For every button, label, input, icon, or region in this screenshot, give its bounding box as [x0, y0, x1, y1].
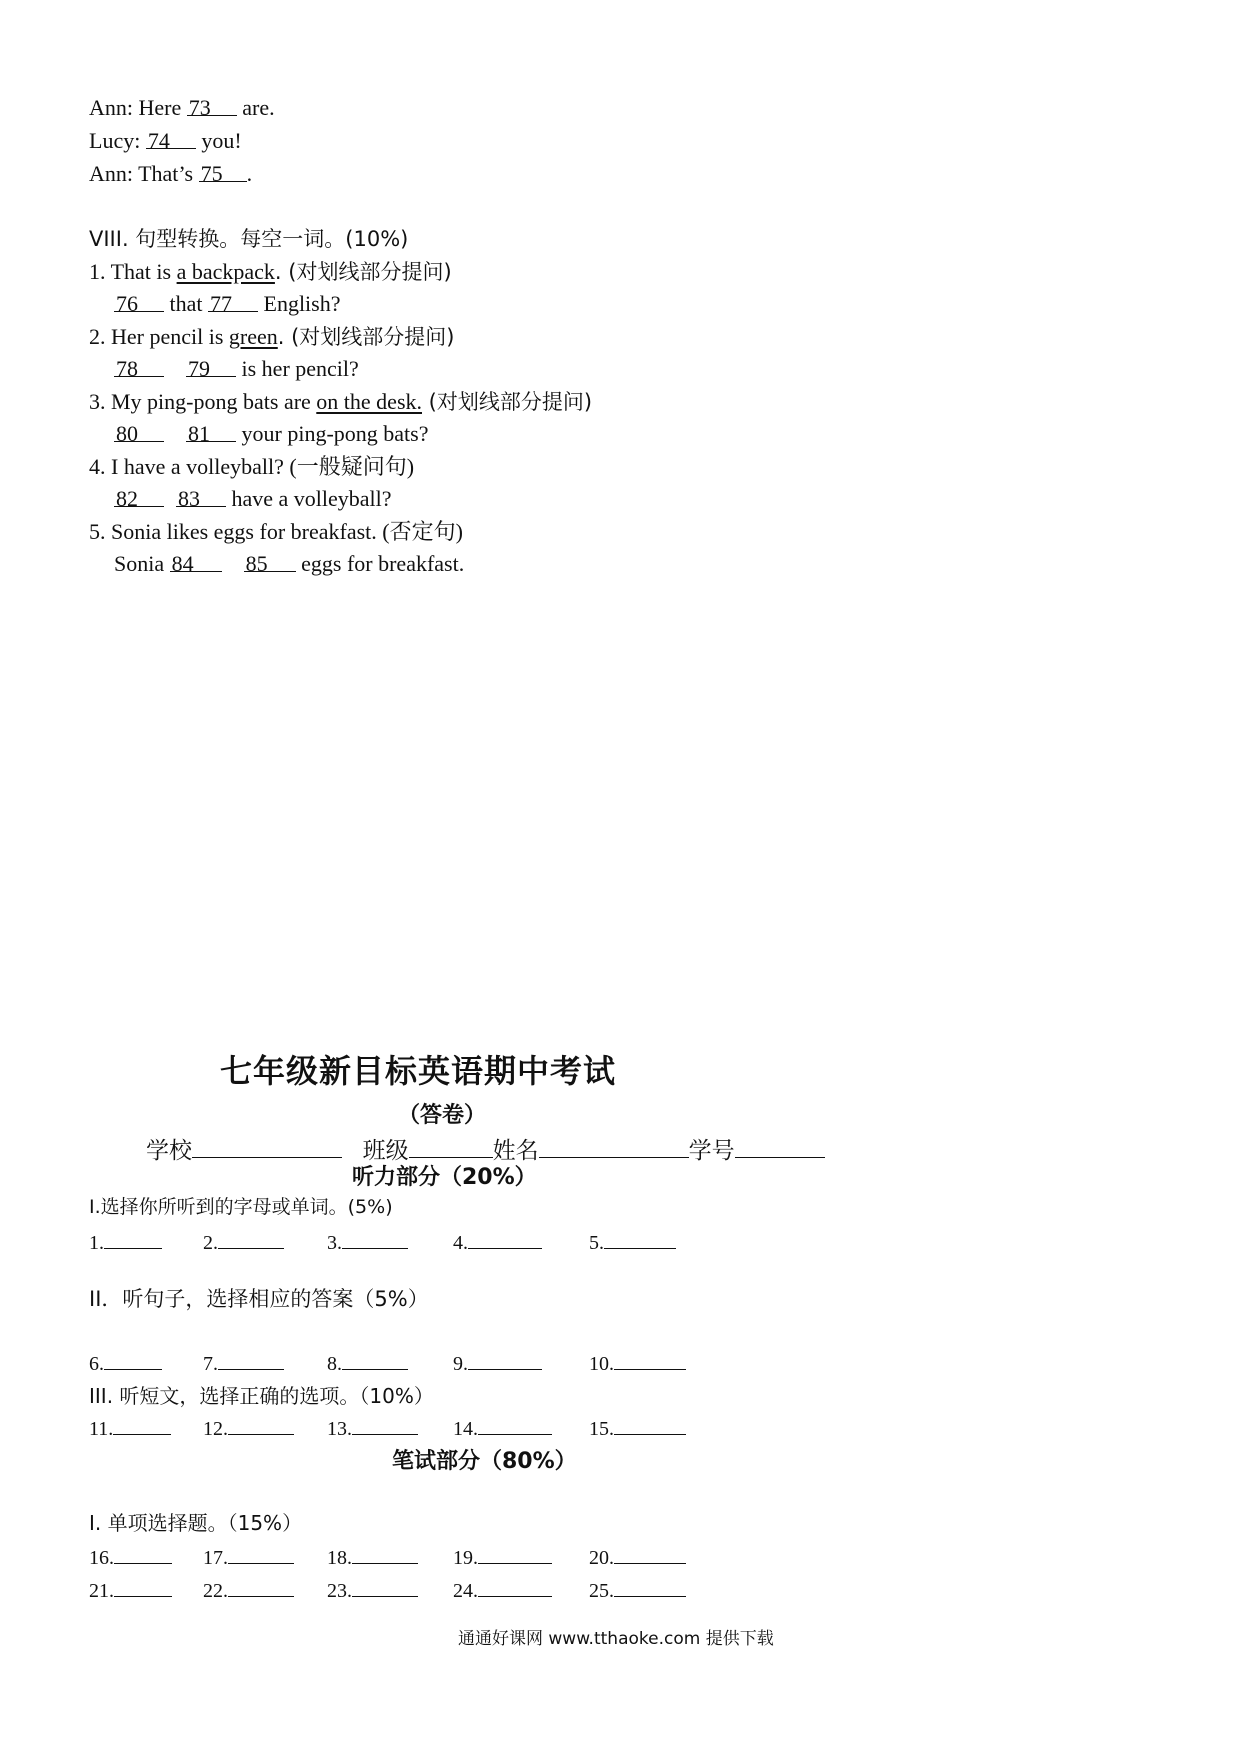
- answer-sheet-title: 七年级新目标英语期中考试: [220, 1052, 617, 1090]
- answer-item-number: 3.: [327, 1232, 342, 1254]
- answer-item: [89, 1349, 162, 1376]
- answer-item-number: 15.: [589, 1418, 614, 1440]
- answer-blank[interactable]: [352, 1543, 418, 1564]
- answer-item-number: 9.: [453, 1353, 468, 1375]
- answer-item: [589, 1576, 686, 1603]
- number-field[interactable]: [735, 1135, 825, 1158]
- question-2: 2. Her pencil is green. (对划线部分提问): [89, 324, 455, 349]
- answer-blank[interactable]: [114, 1543, 172, 1564]
- answer-item-number: 1.: [89, 1232, 104, 1254]
- answer-blank[interactable]: [104, 1228, 162, 1249]
- answer-blank[interactable]: [604, 1228, 676, 1249]
- question-5: 5. Sonia likes eggs for breakfast. (否定句): [89, 519, 463, 544]
- answer-item: [453, 1576, 552, 1603]
- answer-blank[interactable]: [352, 1414, 418, 1435]
- question-4: 4. I have a volleyball? (一般疑问句): [89, 454, 415, 479]
- answer-blank[interactable]: [228, 1414, 294, 1435]
- blank-81[interactable]: 81: [186, 421, 236, 442]
- answer-item-number: 24.: [453, 1580, 478, 1602]
- answer-item: [327, 1349, 408, 1376]
- writing-part-1-heading: I. 单项选择题。（15%）: [89, 1511, 303, 1535]
- blank-73[interactable]: 73: [187, 95, 237, 116]
- answer-item-number: 21.: [89, 1580, 114, 1602]
- answer-item: [327, 1543, 418, 1570]
- answer-item-number: 20.: [589, 1547, 614, 1569]
- answer-item-number: 4.: [453, 1232, 468, 1254]
- answer-item: [327, 1576, 418, 1603]
- listening-part-3-heading: III. 听短文，选择正确的选项。（10%）: [89, 1384, 434, 1408]
- listening-heading: 听力部分（20%）: [352, 1165, 537, 1190]
- answer-blank[interactable]: [614, 1414, 686, 1435]
- blank-75[interactable]: 75: [199, 161, 247, 182]
- answer-item-number: 18.: [327, 1547, 352, 1569]
- answer-blank[interactable]: [218, 1228, 284, 1249]
- answer-blank[interactable]: [478, 1414, 552, 1435]
- answer-item: [589, 1228, 676, 1255]
- answer-blank[interactable]: [614, 1349, 686, 1370]
- answer-item: [327, 1414, 418, 1441]
- answer-item: [203, 1349, 284, 1376]
- answer-item: [453, 1349, 542, 1376]
- answer-item: [589, 1543, 686, 1570]
- answer-line-5: Sonia 84 85 eggs for breakfast.: [114, 551, 465, 576]
- student-info: 学校 班级 姓名 学号: [146, 1132, 825, 1165]
- answer-item-number: 10.: [589, 1353, 614, 1375]
- name-field[interactable]: [539, 1135, 689, 1158]
- blank-83[interactable]: 83: [176, 486, 226, 507]
- blank-79[interactable]: 79: [186, 356, 236, 377]
- answer-item: [203, 1228, 284, 1255]
- answer-item: [327, 1228, 408, 1255]
- question-1: 1. That is a backpack. (对划线部分提问): [89, 259, 452, 284]
- blank-84[interactable]: 84: [170, 551, 222, 572]
- blank-74[interactable]: 74: [146, 128, 196, 149]
- answer-item: [453, 1228, 542, 1255]
- blank-78[interactable]: 78: [114, 356, 164, 377]
- section-heading: VIII. 句型转换。每空一词。(10%): [89, 227, 409, 251]
- answer-item-number: 25.: [589, 1580, 614, 1602]
- answer-line-2: 78 79 is her pencil?: [116, 356, 359, 381]
- school-field[interactable]: [192, 1135, 342, 1158]
- answer-blank[interactable]: [614, 1576, 686, 1597]
- question-3: 3. My ping-pong bats are on the desk. (对划线部分提问): [89, 389, 593, 414]
- answer-item-number: 7.: [203, 1353, 218, 1375]
- answer-item: [589, 1414, 686, 1441]
- answer-item-number: 22.: [203, 1580, 228, 1602]
- answer-item-number: 23.: [327, 1580, 352, 1602]
- blank-76[interactable]: 76: [114, 291, 164, 312]
- answer-item-number: 8.: [327, 1353, 342, 1375]
- answer-item-number: 12.: [203, 1418, 228, 1440]
- answer-blank[interactable]: [342, 1349, 408, 1370]
- dialogue-line-74: Lucy: 74 you!: [89, 128, 242, 153]
- answer-sheet-subtitle: （答卷）: [398, 1103, 487, 1128]
- answer-blank[interactable]: [468, 1349, 542, 1370]
- answer-blank[interactable]: [342, 1228, 408, 1249]
- answer-item: [453, 1414, 552, 1441]
- answer-line-3: 80 81 your ping-pong bats?: [116, 421, 429, 446]
- answer-item-number: 2.: [203, 1232, 218, 1254]
- answer-blank[interactable]: [113, 1414, 171, 1435]
- answer-blank[interactable]: [352, 1576, 418, 1597]
- answer-item-number: 14.: [453, 1418, 478, 1440]
- answer-blank[interactable]: [228, 1576, 294, 1597]
- answer-item: [89, 1543, 172, 1570]
- dialogue-line-75: Ann: That’s 75 .: [89, 161, 253, 186]
- answer-item-number: 11.: [89, 1418, 114, 1440]
- answer-item-number: 19.: [453, 1547, 478, 1569]
- answer-blank[interactable]: [228, 1543, 294, 1564]
- class-field[interactable]: [409, 1135, 493, 1158]
- answer-blank[interactable]: [468, 1228, 542, 1249]
- answer-item-number: 6.: [89, 1353, 104, 1375]
- answer-item-number: 13.: [327, 1418, 352, 1440]
- answer-blank[interactable]: [104, 1349, 162, 1370]
- answer-item: [203, 1414, 294, 1441]
- blank-82[interactable]: 82: [114, 486, 164, 507]
- dialogue-line-73: Ann: Here 73 are.: [89, 95, 275, 120]
- answer-item-number: 16.: [89, 1547, 114, 1569]
- footer: 通通好课网 www.tthaoke.com 提供下载: [458, 1629, 774, 1649]
- answer-item: [453, 1543, 552, 1570]
- writing-heading: 笔试部分（80%）: [392, 1449, 577, 1474]
- blank-77[interactable]: 77: [208, 291, 258, 312]
- answer-line-4: 82 83 have a volleyball?: [116, 486, 392, 511]
- answer-blank[interactable]: [478, 1576, 552, 1597]
- answer-item: [203, 1543, 294, 1570]
- answer-blank[interactable]: [478, 1543, 552, 1564]
- answer-item: [89, 1228, 162, 1255]
- listening-part-2-heading: II．听句子，选择相应的答案（5%）: [89, 1287, 429, 1311]
- answer-item: [589, 1349, 686, 1376]
- answer-item-number: 5.: [589, 1232, 604, 1254]
- answer-blank[interactable]: [114, 1576, 172, 1597]
- answer-blank[interactable]: [218, 1349, 284, 1370]
- answer-item: [89, 1576, 172, 1603]
- blank-80[interactable]: 80: [114, 421, 164, 442]
- blank-85[interactable]: 85: [244, 551, 296, 572]
- answer-item-number: 17.: [203, 1547, 228, 1569]
- listening-part-1-heading: I.选择你所听到的字母或单词。(5%): [89, 1196, 393, 1218]
- answer-blank[interactable]: [614, 1543, 686, 1564]
- answer-item: [89, 1414, 171, 1441]
- answer-item: [203, 1576, 294, 1603]
- answer-line-1: 76 that 77 English?: [116, 291, 341, 316]
